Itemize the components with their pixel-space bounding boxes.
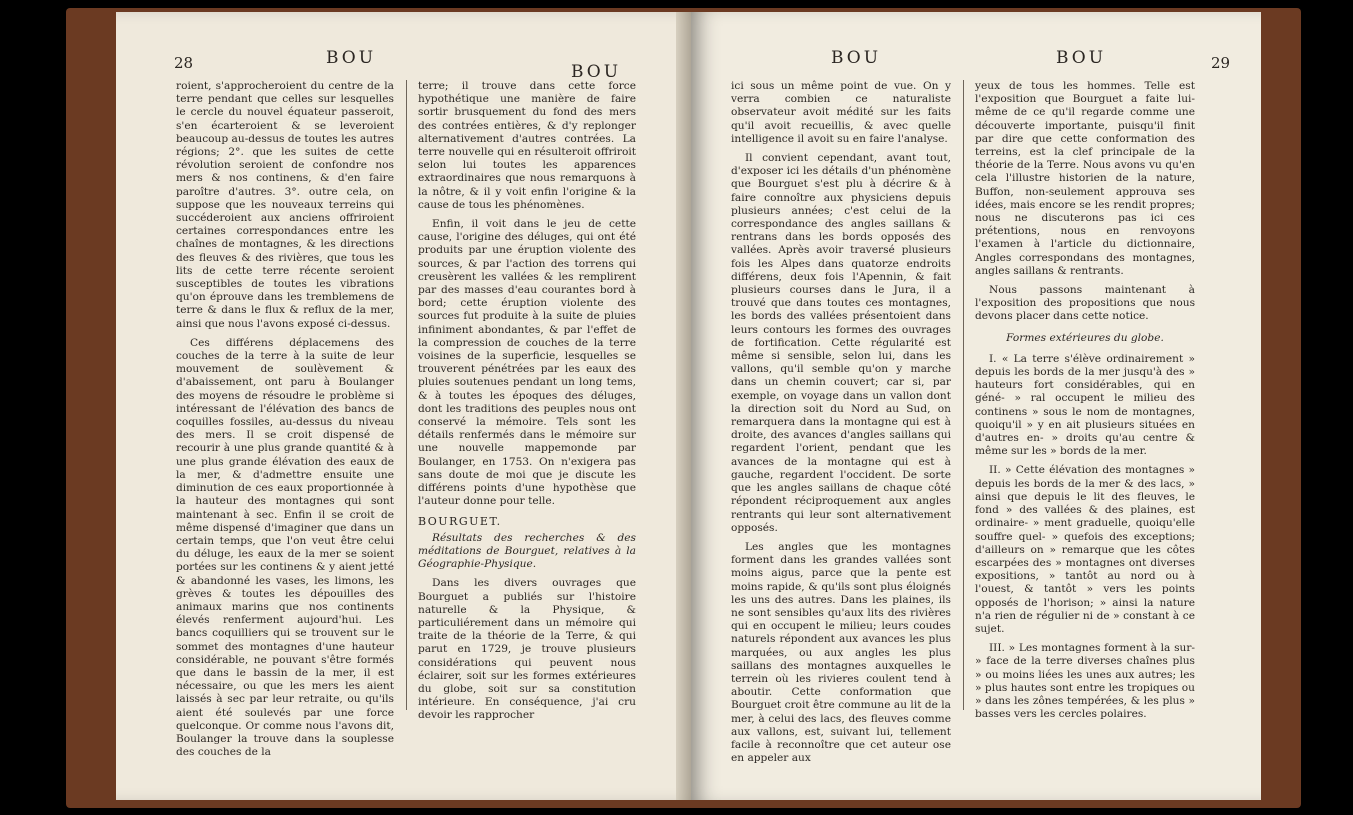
- paragraph: Dans les divers ouvrages que Bourguet a publiés sur l'histoire naturelle & la Physique, & particuliérement dans un mémoire qui traite de la théorie de la Terre, & qui parut en 1729, je trouve plusieurs considérations qui peuvent nous éclairer, soit sur les formes extérieures du globe, soit sur sa constitution intérieure. En conséquence, j'ai cru devoir les rapprocher: [418, 577, 636, 722]
- left-column-1: [176, 80, 394, 765]
- left-page: [116, 12, 744, 800]
- left-page-header-col2: BOU: [571, 62, 622, 82]
- paragraph: terre; il trouve dans cette force hypothétique une manière de faire sortir brusquement du fond des mers des contrées entières, & d'y replonger alternativement d'autres contrées. La terre nouvelle qui en résulteroit offriroit selon lui toutes les apparences extraordinaires que nous remarquons à la nôtre, & il y voit enfin l'origine & la cause de tous les phénomènes.: [418, 80, 636, 211]
- left-column-2: [418, 80, 636, 729]
- list-item: III. » Les montagnes forment à la sur- » face de la terre diverses chaînes plus » ou moins liées les unes aux autres; les » plus hautes sont entre les tropiques ou » dans les zônes tempérées, & les plus » basses vers les cercles polaires.: [975, 642, 1195, 721]
- book-spread: [66, 4, 1301, 809]
- paragraph: Ces différens déplacemens des couches de la terre à la suite de leur mouvement de soulèvement & d'abaissement, ont paru à Boulanger des moyens de résoudre le problème si intéressant de l'élévation des bancs de coquilles fossiles, au-dessus du niveau des mers. Il se croit dispensé de recourir à une plus grande quantité & à une plus grande élévation des eaux de la mer, & d'admettre ensuite une diminution de ces eaux proportionnée à la hauteur des montagnes qui sont maintenant à sec. Enfin il se croit de même dispensé d'imaginer que dans un certain temps, que l'on veut être celui du déluge, les eaux de la mer se soient portées sur les continens & y aient jetté & abandonné les vases, les limons, les grèves & toutes les dépouilles des animaux marins que nos continents élevés renferment aujourd'hui. Les bancs coquilliers qui se trouvent sur le sommet des montagnes d'une hauteur considérable, ne pouvant s'être formés que dans le bassin de la mer, il est nécessaire, ou que les mers les aient laissés à sec par leur retraite, ou qu'ils aient été soulevés par une force quelconque. Or comme nous l'avons dit, Boulanger la trouve dans la souplesse des couches de la: [176, 336, 394, 759]
- paragraph: yeux de tous les hommes. Telle est l'exposition que Bourguet a faite lui-même de ce qu'il regarde comme une découverte importante, puisqu'il finit par dire que cette conformation des terreins, est la clef principale de la théorie de la Terre. Nous avons vu qu'en cela l'illustre historien de la nature, Buffon, non-seulement approuva ses idées, mais encore se les rendit propres; nous ne discuterons pas ici ces prétentions, nous en renvoyons l'examen à l'article du dictionnaire, Angles correspondans des montagnes, angles saillans & rentrants.: [975, 80, 1195, 277]
- list-item: I. « La terre s'élève ordinairement » depuis les bords de la mer jusqu'à des » hauteurs fort considérables, qui en géné- » ral occupent le milieu des continens » sous le nom de montagnes, quoiqu'il » y en ait plusieurs situées en d'autres en- » droits qu'au centre & même sur les » bords de la mer.: [975, 352, 1195, 458]
- section-subtitle: Résultats des recherches & des méditations de Bourguet, relatives à la Géographie-Physique.: [418, 531, 636, 571]
- left-page-header: BOU: [326, 48, 377, 68]
- right-column-2: [975, 80, 1195, 727]
- left-page-number: 28: [174, 54, 194, 72]
- section-title: Formes extérieures du globe.: [1006, 331, 1164, 344]
- paragraph: ici sous un même point de vue. On y verra combien ce naturaliste observateur avoit médité sur les faits qu'il avoit recueillis, & avec quelle intelligence il avoit su en faire l'analyse.: [731, 80, 951, 145]
- column-divider: [963, 80, 964, 710]
- right-page-header: BOU: [831, 48, 882, 68]
- paragraph: Enfin, il voit dans le jeu de cette cause, l'origine des déluges, qui ont été produits par une éruption violente des sources, & par l'action des torrens qui creusèrent les vallées & les remplirent par des masses d'eau courantes bord à bord; cette éruption violente des sources fut produite à la suite de pluies infiniment abondantes, & par l'effet de la compression de couches de la terre voisines de la superficie, lesquelles se trouverent pénétrées par les eaux des pluies soutenues pendant un long tems, & à toutes les époques des déluges, dont les traditions des peuples nous ont conservé la mémoire. Tels sont les détails renfermés dans le mémoire sur une nouvelle mappemonde par Boulanger, en 1753. On n'exigera pas sans doute de moi que je discute les différens points d'une hypothèse que l'auteur donne pour telle.: [418, 218, 636, 508]
- right-page-number: 29: [1211, 54, 1231, 72]
- paragraph: Il convient cependant, avant tout, d'exposer ici les détails d'un phénomène que Bourguet s'est plu à décrire & à faire connoître aux physiciens depuis plusieurs années; c'est celui de la correspondance des angles saillans & rentrans dans les bords opposés des vallées. Après avoir traversé plusieurs fois les Alpes dans quatorze endroits différens, deux fois l'Apennin, & fait plusieurs courses dans le Jura, il a trouvé que dans toutes ces montagnes, les bords des vallées présentoient dans leurs contours les formes des ouvrages de fortification. Cette régularité est même si sensible, selon lui, dans les vallons, qu'il semble qu'on y marche dans un chemin couvert; car si, par exemple, on voyage dans un vallon dont la direction soit du Nord au Sud, on remarquera dans la montagne qui est à droite, des avances d'angles saillans qui regardent l'orient, pendant que les avances de la montagne qui est à gauche, regardent l'occident. De sorte que les angles saillans de chaque côté répondent réciproquement aux angles rentrants qui leur sont alternativement opposés.: [731, 152, 951, 534]
- right-page: [691, 12, 1261, 800]
- paragraph: Les angles que les montagnes forment dans les grandes vallées sont moins aigus, parce que la pente est moins rapide, & qu'ils sont plus éloignés les uns des autres. Dans les plaines, ils ne sont sensibles qu'aux lits des rivières qui en occupent le milieu; leurs coudes naturels répondent aux avances les plus marquées, ou aux angles les plus saillans des montagnes auxquelles le terrein où les rivieres coulent tend à aboutir. Cette conformation que Bourguet croit être commune au lit de la mer, à celui des lacs, des fleuves comme aux vallons, est, suivant lui, tellement facile à reconnoître que cet auteur ose en appeler aux: [731, 540, 951, 765]
- right-page-header-col2: BOU: [1056, 48, 1107, 68]
- paragraph: Nous passons maintenant à l'exposition des propositions que nous devons placer dans cette notice.: [975, 284, 1195, 323]
- column-divider: [406, 80, 407, 710]
- section-heading: BOURGUET.: [418, 514, 502, 528]
- list-item: II. » Cette élévation des montagnes » depuis les bords de la mer & des lacs, » ainsi que depuis le lit des fleuves, le fond » des vallées & des plaines, est ordinaire- » ment graduelle, quoiqu'elle souffre quel- » quefois des exceptions; d'ailleurs on » remarque que les côtes escarpées des » montagnes ont diverses expositions, » tantôt au nord ou à l'ouest, & tantôt » vers les points opposés de l'horison; » ainsi la nature n'a rien de régulier ni de » constant à ce sujet.: [975, 464, 1195, 635]
- right-column-1: [731, 80, 951, 771]
- paragraph: roient, s'approcheroient du centre de la terre pendant que celles sur lesquelles le cercle du nouvel équateur passeroit, s'en écarteroient & se leveroient beaucoup au-dessus de toutes les autres régions; 2°. que les suites de cette révolution seroient de confondre nos mers & nos continens, & d'en faire paroître d'autres. 3°. outre cela, on suppose que les nouveaux terreins qui succéderoient aux anciens offriroient certaines correspondances entre les chaînes de montagnes, & les directions des fleuves & des rivières, que tous les lits de cette terre récente seroient susceptibles de toutes les vibrations qu'on éprouve dans les tremblemens de terre & dans le flux & reflux de la mer, ainsi que nous l'avons exposé ci-dessus.: [176, 80, 394, 330]
